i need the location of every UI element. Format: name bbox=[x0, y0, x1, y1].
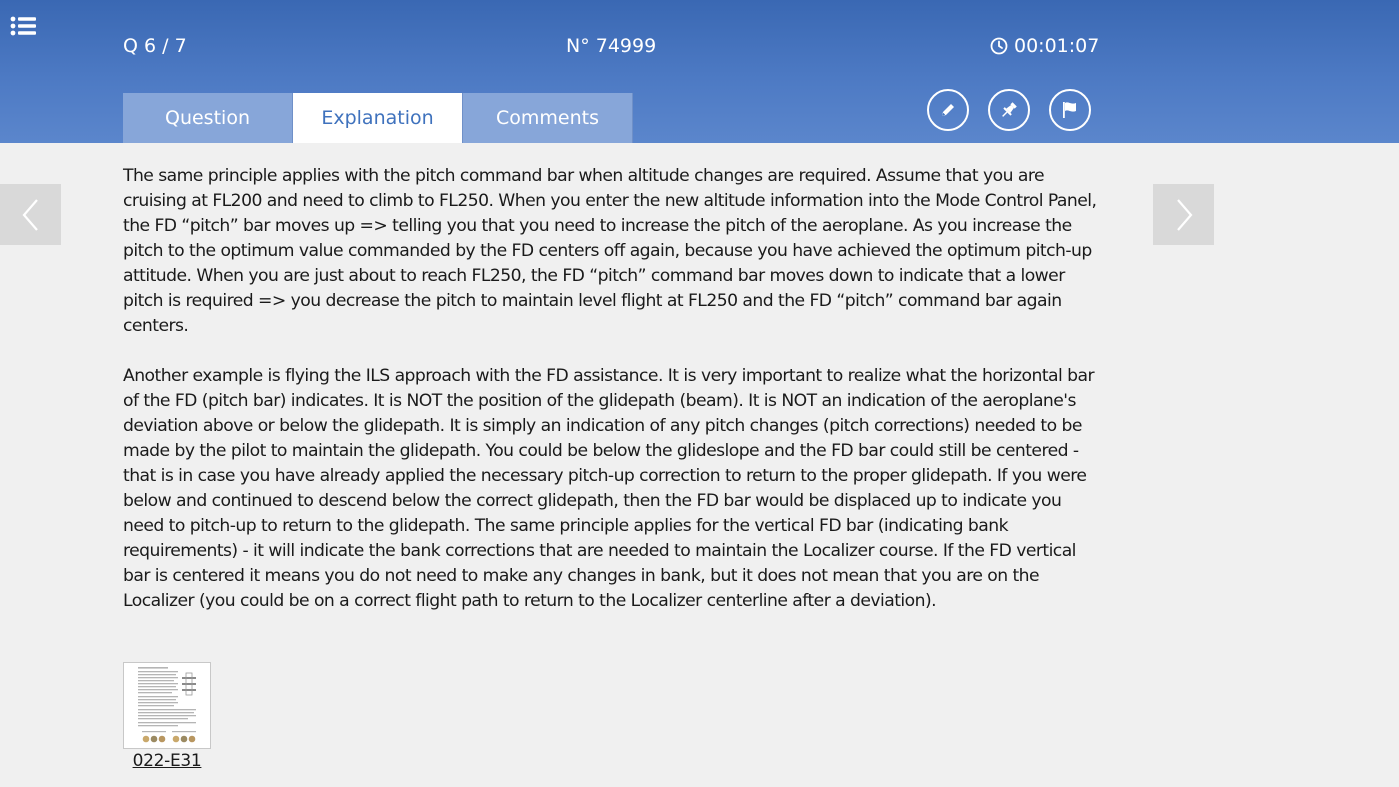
flag-button[interactable] bbox=[1049, 89, 1091, 131]
question-counter: Q 6 / 7 bbox=[123, 35, 187, 57]
timer-value: 00:01:07 bbox=[1014, 35, 1100, 57]
timer bbox=[990, 33, 1099, 59]
pencil-icon bbox=[938, 100, 958, 120]
next-button[interactable] bbox=[1153, 184, 1214, 245]
tab-bar bbox=[123, 93, 633, 143]
tab-question[interactable]: Question bbox=[123, 93, 293, 143]
tab-explanation[interactable]: Explanation bbox=[293, 93, 463, 143]
header-bar bbox=[0, 0, 1399, 143]
explanation-content bbox=[123, 164, 1098, 614]
explanation-paragraph: Another example is flying the ILS approach with the FD assistance. It is very important to realize what the horizontal bar of the FD (pitch bar) indicates. It is NOT the position of the glidepath (beam). It is NOT an indication of the aeroplane's deviation above or below the glidepath. It is simply an indication of any pitch changes (pitch corrections) needed to be made by the pilot to maintain the glidepath. You could be below the glideslope and the FD bar could still be centered - that is in case you have already applied the necessary pitch-up correction to return to the proper glidepath. If you were below and continued to descend below the correct glidepath, then the FD bar would be displaced up to indicate you need to pitch-up to return to the glidepath. The same principle applies for the vertical FD bar (indicating bank requirements) - it will indicate the bank corrections that are needed to maintain the Localizer course. If the FD vertical bar is centered it means you do not need to make any changes in bank, but it does not mean that you are on the Localizer (you could be on a correct flight path to return to the Localizer centerline after a deviation). bbox=[123, 366, 1094, 611]
attachment[interactable] bbox=[123, 662, 211, 771]
chevron-right-icon bbox=[1172, 197, 1196, 233]
attachment-thumbnail[interactable] bbox=[123, 662, 211, 749]
edit-button[interactable] bbox=[927, 89, 969, 131]
question-number: N° 74999 bbox=[566, 35, 657, 57]
menu-icon[interactable] bbox=[6, 8, 40, 42]
flag-icon bbox=[1059, 99, 1081, 121]
explanation-paragraph: The same principle applies with the pitch command bar when altitude changes are required. Assume that you are cruising at FL200 and need to climb to FL250. When you enter the new altitude information into the Mode Control Panel, the FD “pitch” bar moves up => telling you that you need to increase the pitch of the aeroplane. As you increase the pitch to the optimum value commanded by the FD centers off again, because you have achieved the optimum pitch-up attitude. When you are just about to reach FL250, the FD “pitch” command bar moves down to indicate that a lower pitch is required => you decrease the pitch to maintain level flight at FL250 and the FD “pitch” command bar again centers. bbox=[123, 166, 1097, 336]
attachment-link[interactable]: 022-E31 bbox=[132, 751, 202, 771]
clock-icon bbox=[990, 37, 1008, 55]
tab-comments[interactable]: Comments bbox=[463, 93, 633, 143]
pin-icon bbox=[999, 100, 1019, 120]
previous-button[interactable] bbox=[0, 184, 61, 245]
pin-button[interactable] bbox=[988, 89, 1030, 131]
chevron-left-icon bbox=[19, 197, 43, 233]
